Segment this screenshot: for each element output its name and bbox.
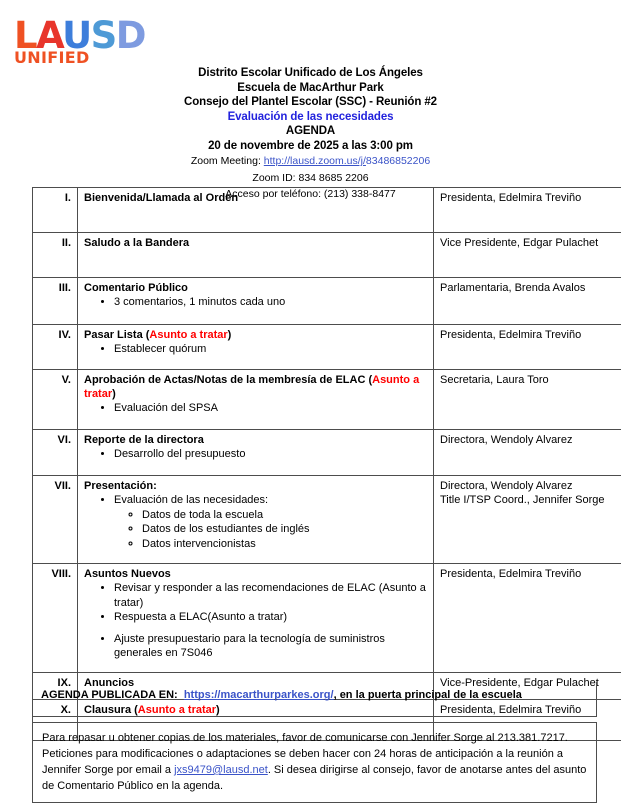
logo-letter-a: A (36, 14, 62, 57)
row-person (434, 476, 621, 564)
topic-title (84, 281, 428, 295)
row-topic (78, 278, 434, 325)
topic-title (84, 373, 428, 401)
topic-action-flag: Asunto a tratar (149, 329, 227, 341)
row-topic (78, 324, 434, 370)
agenda-published-bar (32, 682, 597, 717)
footnote-box (32, 722, 597, 803)
topic-title-text: Comentario Público (84, 282, 188, 294)
person-name: Presidenta, Edelmira Treviño (440, 191, 621, 205)
table-row (33, 188, 621, 233)
row-number: X. (33, 699, 78, 740)
topic-title-text: Asuntos Nuevos (84, 568, 171, 580)
list-item: • Evaluación de las necesidades: (114, 493, 428, 508)
list-item: ◦ Datos de los estudiantes de inglés (142, 522, 428, 537)
footnote-part-1: Para repasar u obtener copias de los materiales, favor de comunicarse con Jennifer Sorge al 213.381.7217. Peticiones para modificaciones o adaptaciones se deben hacer con 24 horas de anticipación a la reunión a Jennifer Sorge por email a (42, 732, 568, 776)
person-name: Secretaria, Laura Toro (440, 373, 621, 387)
topic-title (84, 479, 428, 493)
person-name: Vice-Presidente, Edgar Pulachet (440, 676, 621, 690)
row-number: I. (33, 188, 78, 233)
topic-action-flag: Asunto a tratar (138, 704, 216, 716)
header-agenda-word: AGENDA (0, 124, 621, 139)
person-role: Title I/TSP Coord., Jennifer Sorge (440, 493, 621, 507)
topic-title-text: Clausura ( (84, 704, 138, 716)
row-number: V. (33, 370, 78, 430)
row-person (434, 278, 621, 325)
header-council: Consejo del Plantel Escolar (SSC) - Reunión #2 (0, 95, 621, 110)
topic-title-tail: ) (216, 704, 220, 716)
topic-title-text: Anuncios (84, 677, 134, 689)
row-number: IX. (33, 672, 78, 699)
list-item: • Respuesta a ELAC(Asunto a tratar) (114, 610, 428, 625)
header-school: Escuela de MacArthur Park (0, 81, 621, 96)
table-row (33, 476, 621, 564)
published-tail: , en la puerta principal de la escuela (334, 689, 522, 701)
person-name: Directora, Wendoly Alvarez (440, 479, 621, 493)
row-number: VI. (33, 429, 78, 476)
row-number: VIII. (33, 564, 78, 673)
header-district: Distrito Escolar Unificado de Los Ángeles (0, 66, 621, 81)
row-person (434, 429, 621, 476)
lausd-logo (14, 18, 164, 66)
topic-title-text: Presentación: (84, 480, 157, 492)
row-number: VII. (33, 476, 78, 564)
agenda-table-body (33, 188, 621, 741)
topic-bullet-list (84, 295, 428, 310)
topic-title-text: Reporte de la directora (84, 434, 204, 446)
topic-title (84, 433, 428, 447)
topic-bullet-list (84, 401, 428, 416)
person-name: Directora, Wendoly Alvarez (440, 433, 621, 447)
published-label: AGENDA PUBLICADA EN: (41, 689, 178, 701)
topic-title-text: Aprobación de Actas/Notas de la membresía de ELAC ( (84, 374, 372, 386)
row-person (434, 233, 621, 278)
list-item: • Ajuste presupuestario para la tecnología de suministros generales en 7S046 (114, 632, 428, 661)
table-row (33, 278, 621, 325)
zoom-meeting-line (0, 153, 621, 170)
person-name: Presidenta, Edelmira Treviño (440, 567, 621, 581)
table-row (33, 233, 621, 278)
row-topic (78, 370, 434, 430)
footnote-part-2: . Si desea dirigirse al consejo, favor de anotarse antes del asunto de Comentario Público en la agenda. (42, 764, 586, 792)
row-person (434, 564, 621, 673)
list-item: • Desarrollo del presupuesto (114, 447, 428, 462)
logo-letter-s: S (91, 14, 116, 57)
row-person (434, 188, 621, 233)
row-number: III. (33, 278, 78, 325)
published-url-link[interactable]: https://macarthurparkes.org/ (184, 689, 334, 701)
topic-title (84, 328, 428, 342)
topic-title-tail: ) (112, 388, 116, 400)
list-item: ◦ Datos de toda la escuela (142, 508, 428, 523)
row-person (434, 370, 621, 430)
phone-access-line: Acceso por teléfono: (213) 338-8477 (0, 186, 621, 203)
topic-title-text: Pasar Lista ( (84, 329, 149, 341)
topic-bullet-list (84, 447, 428, 462)
zoom-meeting-label: Zoom Meeting: (191, 155, 261, 167)
zoom-id-line: Zoom ID: 834 8685 2206 (0, 170, 621, 187)
header-datetime: 20 de novembre de 2025 a las 3:00 pm (0, 139, 621, 154)
header-subject: Evaluación de las necesidades (0, 110, 621, 125)
row-topic (78, 429, 434, 476)
list-item: • Establecer quórum (114, 342, 428, 357)
logo-letter-d: D (116, 14, 145, 57)
agenda-table (32, 187, 621, 741)
row-number: II. (33, 233, 78, 278)
topic-bullet-list (84, 581, 428, 661)
table-row (33, 564, 621, 673)
person-name: Presidenta, Edelmira Treviño (440, 328, 621, 342)
topic-bullet-list (84, 493, 428, 508)
zoom-meeting-id-suffix: 83486852206 (366, 155, 430, 167)
topic-action-flag: Asunto a tratar (84, 374, 419, 400)
table-row (33, 370, 621, 430)
topic-subbullet-list (114, 508, 428, 552)
table-row (33, 324, 621, 370)
logo-subtitle: UNIFIED (14, 50, 164, 66)
row-topic (78, 476, 434, 564)
topic-title (84, 567, 428, 581)
footnote-email-link[interactable]: jxs9479@lausd.net (174, 764, 268, 776)
person-name: Parlamentaria, Brenda Avalos (440, 281, 621, 295)
row-topic (78, 233, 434, 278)
person-name: Vice Presidente, Edgar Pulachet (440, 236, 621, 250)
logo-letter-l: L (14, 14, 36, 57)
list-item: • 3 comentarios, 1 minutos cada uno (114, 295, 428, 310)
row-topic (78, 188, 434, 233)
topic-title-tail: ) (228, 329, 232, 341)
row-topic (78, 564, 434, 673)
list-item: • Revisar y responder a las recomendaciones de ELAC (Asunto a tratar) (114, 581, 428, 610)
row-number: IV. (33, 324, 78, 370)
table-row (33, 429, 621, 476)
zoom-meeting-link[interactable]: http://lausd.zoom.us/j/ (264, 155, 366, 167)
topic-title-text: Bienvenida/Llamada al Orden (84, 192, 238, 204)
logo-letter-u: U (62, 14, 91, 57)
topic-title (84, 236, 428, 250)
document-header (0, 66, 621, 203)
topic-title (84, 191, 428, 205)
list-item: • Evaluación del SPSA (114, 401, 428, 416)
topic-bullet-list (84, 342, 428, 357)
row-person (434, 324, 621, 370)
person-name: Presidenta, Edelmira Treviño (440, 703, 621, 717)
topic-title-text: Saludo a la Bandera (84, 237, 189, 249)
list-item: ◦ Datos intervencionistas (142, 537, 428, 552)
